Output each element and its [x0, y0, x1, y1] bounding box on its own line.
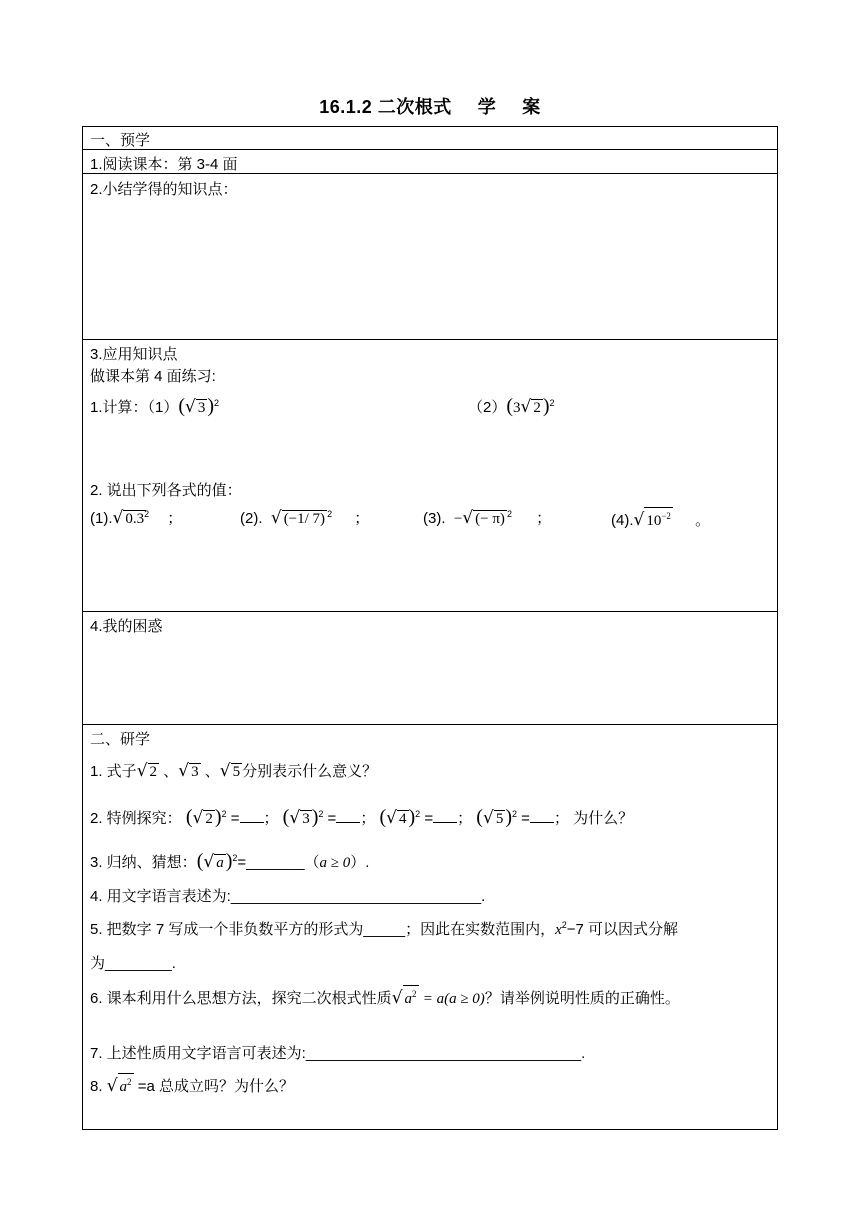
value-item-2: (2). √ (−1/ 7) $^2$ ；: [240, 508, 370, 528]
value-item-1: (1).√ $0.3^2$ ；: [90, 508, 183, 528]
summary-row: 2.小结学得的知识点：: [83, 174, 777, 340]
page-title: 16.1.2 二次根式 学 案: [319, 97, 541, 117]
apply-row: 3.应用知识点 做课本第 4 面练习: 1.计算：（1）(√ 3 )$^2$ （2）(3√ 2 )$^2$ 2. 说出下列各式的值： (1).√ $0.3^2$ ； (2). √ (−1/ 7) $^2$ ； (3). −√ (− π) $^2$ ； (4).√ $10^{-2}$ 。: [83, 340, 777, 612]
value-item-3: (3). −√ (− π) $^2$ ；: [423, 508, 552, 528]
study-q1: 1. 式子√ 2 、√ 3 、√ 5 分别表示什么意义？: [90, 761, 378, 781]
confusion-row: 4.我的困惑: [83, 612, 777, 725]
section-preview-header: 一、预学: [83, 127, 777, 150]
study-q2: 2. 特例探究： (√ 2 )$^2$ = ； (√ 3 )$^2$ = ； (√ 4 )$^2$ = ； (√ 5 )$^2$ = ； 为什么？: [90, 806, 634, 828]
calc-question-1: 1.计算：（1）(√ 3 )$^2$: [90, 395, 220, 417]
study-q4: 4. 用文字语言表述为:______________________________.: [90, 888, 486, 905]
study-q3: 3. 归纳、猜想：(√ a )$^2$=_______（a ≥ 0）.: [90, 850, 370, 872]
study-q7: 7. 上述性质用文字语言可表述为:_________________________________.: [90, 1045, 586, 1062]
worksheet-table: [82, 126, 778, 1130]
calc-question-2: （2）(3√ 2 )$^2$: [468, 395, 555, 417]
study-q6: 6. 课本利用什么思想方法，探究二次根式性质√ $a^2 = a(a \ge 0)$？请举例说明性质的正确性。: [90, 985, 680, 1008]
study-q5: 5. 把数字 7 写成一个非负数平方的形式为_____；因此在实数范围内，$x^2-7$ 可以因式分解: [90, 920, 679, 938]
section-study: 二、研学 1. 式子√ 2 、√ 3 、√ 5 分别表示什么意义？ 2. 特例探究： (√ 2 )$^2$ = ； (√ 3 )$^2$ = ； (√ 4 )$^2$ = ； (√ 5 )$^2$ = ； 为什么？ 3. 归纳、猜想：(√ a )$^2$=_______（a ≥ 0）. 4. 用文字语言表述为:______________________________. 5. 把数字 7 写成一个非负数平方的形式为_____；因此在实数范围内，$x^2-7$ 可以因式分解 为________. 6. 课本利用什么思想方法，探究二次根式性质√ $a^2 = a(a \ge 0)$？请举例说明性质的正确性。 7. 上述性质用文字语言可表述为:_________________________________. 8. √ $a^2 =a$ 总成立吗？为什么？: [90, 731, 680, 1096]
reading-row: 1.阅读课本：第 3-4 面: [83, 150, 777, 174]
study-q8: 8. √ $a^2 =a$ 总成立吗？为什么？: [90, 1073, 294, 1096]
value-item-4: (4).√ $10^{-2}$ 。: [611, 507, 710, 530]
